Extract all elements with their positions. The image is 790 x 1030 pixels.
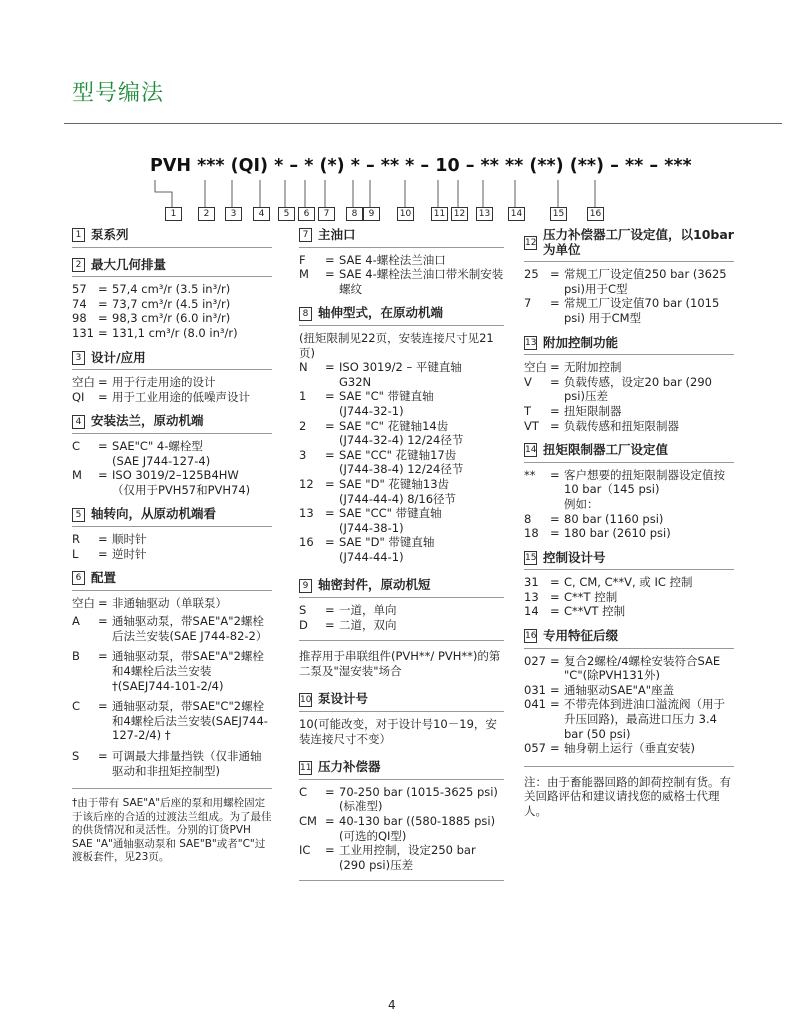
list-item: S = 一道，单向 xyxy=(299,603,397,618)
list-item: N = ISO 3019/2 – 平键直轴 xyxy=(299,360,462,375)
list-item: (SAE J744-127-4) xyxy=(112,453,211,468)
section-number: 4 xyxy=(72,415,85,429)
list-item: 57 = 57,4 cm³/r (3.5 in³/r) xyxy=(72,282,231,297)
section-9 xyxy=(299,578,504,678)
position-4: 4 xyxy=(253,207,270,221)
position-10: 10 xyxy=(397,207,414,221)
position-6: 6 xyxy=(298,207,315,221)
list-item: CM = 40-130 bar ((580-1885 psi) (可选的QI型) xyxy=(299,814,496,843)
list-item: (J744-32-1) xyxy=(339,403,404,418)
model-code: PVH *** (QI) * – * (*) * – ** * – 10 – ** ** (**) (**) – ** – *** xyxy=(150,156,692,176)
list-item: 7 = 常规工厂设定值70 bar (1015 psi) 用于CM型 xyxy=(524,296,720,325)
section-title: 轴密封件，原动机短 xyxy=(318,577,431,593)
page-number: 4 xyxy=(388,998,396,1012)
section-11 xyxy=(299,760,504,881)
divider xyxy=(299,640,504,641)
list-item: R = 顺时针 xyxy=(72,531,147,546)
section-number: 1 xyxy=(72,228,85,242)
section-2 xyxy=(72,258,272,341)
section-number: 8 xyxy=(299,307,312,321)
list-item: （仅用于PVH57和PVH74) xyxy=(112,482,251,497)
section-1 xyxy=(72,228,272,248)
list-item: 3 = SAE "CC" 花键轴17齿 xyxy=(299,447,457,462)
section-note: 10(可能改变，对于设计号10－19，安装连接尺寸不变） xyxy=(299,717,497,746)
section-13 xyxy=(524,336,734,434)
title-divider xyxy=(64,123,782,124)
list-item: 13 = SAE "CC" 带键直轴 xyxy=(299,506,442,521)
list-item: 13 = C**T 控制 xyxy=(524,589,618,604)
section-title: 最大几何排量 xyxy=(91,256,167,272)
section-16 xyxy=(524,629,734,756)
list-item: T = 扭矩限制器 xyxy=(524,403,622,418)
list-item: 027 = 复合2螺栓/4螺栓安装符合SAE "C"(除PVH131外) xyxy=(524,653,721,683)
section-number: 9 xyxy=(299,579,312,593)
list-item: L = 逆时针 xyxy=(72,546,147,561)
section-6 xyxy=(72,571,272,778)
section-number: 3 xyxy=(72,351,85,365)
section-number: 16 xyxy=(525,631,537,642)
column-left xyxy=(72,228,272,865)
section-note: 推荐用于串联组件(PVH**/ PVH**)的第二泵及"湿安装"场合 xyxy=(299,649,501,678)
position-15: 15 xyxy=(550,207,567,221)
section-title: 扭矩限制器工厂设定值 xyxy=(543,442,669,458)
list-item: QI = 用于工业用途的低噪声设计 xyxy=(72,389,250,404)
section-number: 5 xyxy=(72,508,85,522)
section-number: 11 xyxy=(300,762,312,773)
column-middle xyxy=(299,228,504,891)
section-number: 2 xyxy=(72,258,85,272)
section-15 xyxy=(524,551,734,619)
list-item: 131 = 131,1 cm³/r (8.0 in³/r) xyxy=(72,325,238,340)
list-item: A = 通轴驱动泵，带SAE"A"2螺栓后法兰安装(SAE J744-82-2） xyxy=(72,614,268,643)
list-item: C = 通轴驱动泵，带SAE"C"2螺栓和4螺栓后法兰安装(SAEJ744-127-2/4) † xyxy=(72,699,268,743)
section-10 xyxy=(299,692,504,746)
list-item: D = 二道，双向 xyxy=(299,617,397,632)
position-5: 5 xyxy=(278,207,295,221)
list-item: 空白 = 非通轴驱动（单联泵） xyxy=(72,595,227,610)
list-item: 16 = SAE "D" 带键直轴 xyxy=(299,535,435,550)
list-item: 057 = 轴身朝上运行（垂直安装) xyxy=(524,741,695,756)
section-title: 配置 xyxy=(91,570,117,586)
footnote: †由于带有 SAE"A"后座的泵和用螺栓固定于该后座的合适的过渡法兰组成。为了最佳的供货情况和灵活性。分别的订货PVH SAE "A"通轴驱动泵和 SAE"B"或者"C"过渡板套件，见23页。 xyxy=(72,797,272,864)
section-3 xyxy=(72,351,272,405)
divider xyxy=(299,880,504,881)
section-title: 轴转向，从原动机端看 xyxy=(91,506,217,522)
section-title: 主油口 xyxy=(318,227,356,242)
section-number: 13 xyxy=(525,337,537,348)
list-item: IC = 工业用控制，设定250 bar (290 psi)压差 xyxy=(299,843,476,872)
divider xyxy=(72,788,272,789)
section-14 xyxy=(524,443,734,541)
list-item: S = 可调最大排量挡铁（仅非通轴驱动和非扭矩控制型) xyxy=(72,749,262,778)
section-title: 压力补偿器 xyxy=(318,759,381,775)
position-9: 9 xyxy=(363,207,380,221)
list-item: B = 通轴驱动泵，带SAE"A"2螺栓和4螺栓后法兰安装 †(SAEJ744-101-2/4) xyxy=(72,649,264,693)
list-item: 14 = C**VT 控制 xyxy=(524,604,626,619)
list-item: 031 = 通轴驱动SAE"A"座盖 xyxy=(524,682,675,697)
list-item: 8 = 80 bar (1160 psi) xyxy=(524,511,664,526)
section-title: 泵设计号 xyxy=(318,691,369,707)
section-title: 压力补偿器工厂设定值，以10bar为单位 xyxy=(543,227,734,257)
position-13: 13 xyxy=(476,207,493,221)
list-item: 空白 = 无附加控制 xyxy=(524,360,622,375)
section-4 xyxy=(72,414,272,497)
divider xyxy=(524,766,734,767)
section-title: 控制设计号 xyxy=(543,549,606,565)
position-2: 2 xyxy=(198,207,215,221)
position-16: 16 xyxy=(587,207,604,221)
section-number: 15 xyxy=(525,552,537,563)
list-item: 74 = 73,7 cm³/r (4.5 in³/r) xyxy=(72,296,231,311)
list-item: 25 = 常规工厂设定值250 bar (3625 psi)用于C型 xyxy=(524,267,727,296)
section-12 xyxy=(524,228,734,326)
section-number: 6 xyxy=(72,571,85,585)
list-item: C = SAE"C" 4-螺栓型 xyxy=(72,438,203,453)
list-item: (J744-44-1) xyxy=(339,549,404,564)
section-7 xyxy=(299,228,504,296)
section-title: 附加控制功能 xyxy=(543,334,619,350)
section-number: 7 xyxy=(299,228,312,242)
position-8: 8 xyxy=(346,207,363,221)
list-item: (J744-32-4) 12/24径节 xyxy=(339,433,464,448)
list-item: C = 70-250 bar (1015-3625 psi) (标准型) xyxy=(299,784,498,814)
list-item: 31 = C, CM, C**V, 或 IC 控制 xyxy=(524,575,693,590)
section-8 xyxy=(299,306,504,564)
list-item: 例如： xyxy=(564,496,599,511)
position-12: 12 xyxy=(451,207,468,221)
list-item: VT = 负载传感和扭矩限制器 xyxy=(524,418,679,433)
list-item: 2 = SAE "C" 花键轴14齿 xyxy=(299,418,449,433)
section-title: 安装法兰，原动机端 xyxy=(91,413,204,429)
list-item: 18 = 180 bar (2610 psi) xyxy=(524,526,671,541)
section-intro: (扭矩限制见22页，安装连接尺寸见21页) xyxy=(299,330,494,360)
page-title: 型号编法 xyxy=(72,81,165,106)
list-item: (J744-38-1) xyxy=(339,520,404,535)
position-14: 14 xyxy=(508,207,525,221)
list-item: 12 = SAE "D" 花键轴13齿 xyxy=(299,476,450,491)
list-item: 空白 = 用于行走用途的设计 xyxy=(72,375,216,390)
list-item: 1 = SAE "C" 带键直轴 xyxy=(299,389,434,404)
section-title: 专用特征后缀 xyxy=(543,628,619,644)
section-number: 14 xyxy=(525,445,537,456)
bottom-note: 注：由于畜能器回路的卸荷控制有货。有关回路评估和建议请找您的威格士代理人。 xyxy=(524,774,731,818)
section-number: 10 xyxy=(300,694,312,705)
list-item: (J744-44-4) 8/16径节 xyxy=(339,491,457,506)
section-title: 泵系列 xyxy=(91,227,129,242)
list-item: 041 = 不带壳体到进油口溢流阀（用于升压回路)，最高进口压力 3.4 bar (50 psi) xyxy=(524,697,725,741)
list-item: (J744-38-4) 12/24径节 xyxy=(339,462,464,477)
list-item: M = SAE 4-螺栓法兰油口带米制安装螺纹 xyxy=(299,267,504,296)
section-5 xyxy=(72,507,272,561)
column-right xyxy=(524,228,734,819)
position-7: 7 xyxy=(318,207,335,221)
list-item: G32N xyxy=(339,374,372,389)
position-11: 11 xyxy=(431,207,448,221)
list-item: V = 负载传感，设定20 bar (290 psi)压差 xyxy=(524,374,712,404)
list-item: F = SAE 4-螺栓法兰油口 xyxy=(299,252,446,267)
section-number: 12 xyxy=(525,237,537,248)
list-item: 98 = 98,3 cm³/r (6.0 in³/r) xyxy=(72,311,231,326)
section-title: 设计/应用 xyxy=(91,349,146,365)
section-title: 轴伸型式，在原动机端 xyxy=(318,305,444,321)
position-3: 3 xyxy=(225,207,242,221)
list-item: ** = 客户想要的扭矩限制器设定值按10 bar（145 psi) xyxy=(524,467,725,497)
position-1: 1 xyxy=(165,207,182,221)
list-item: M = ISO 3019/2–125B4HW xyxy=(72,468,239,483)
